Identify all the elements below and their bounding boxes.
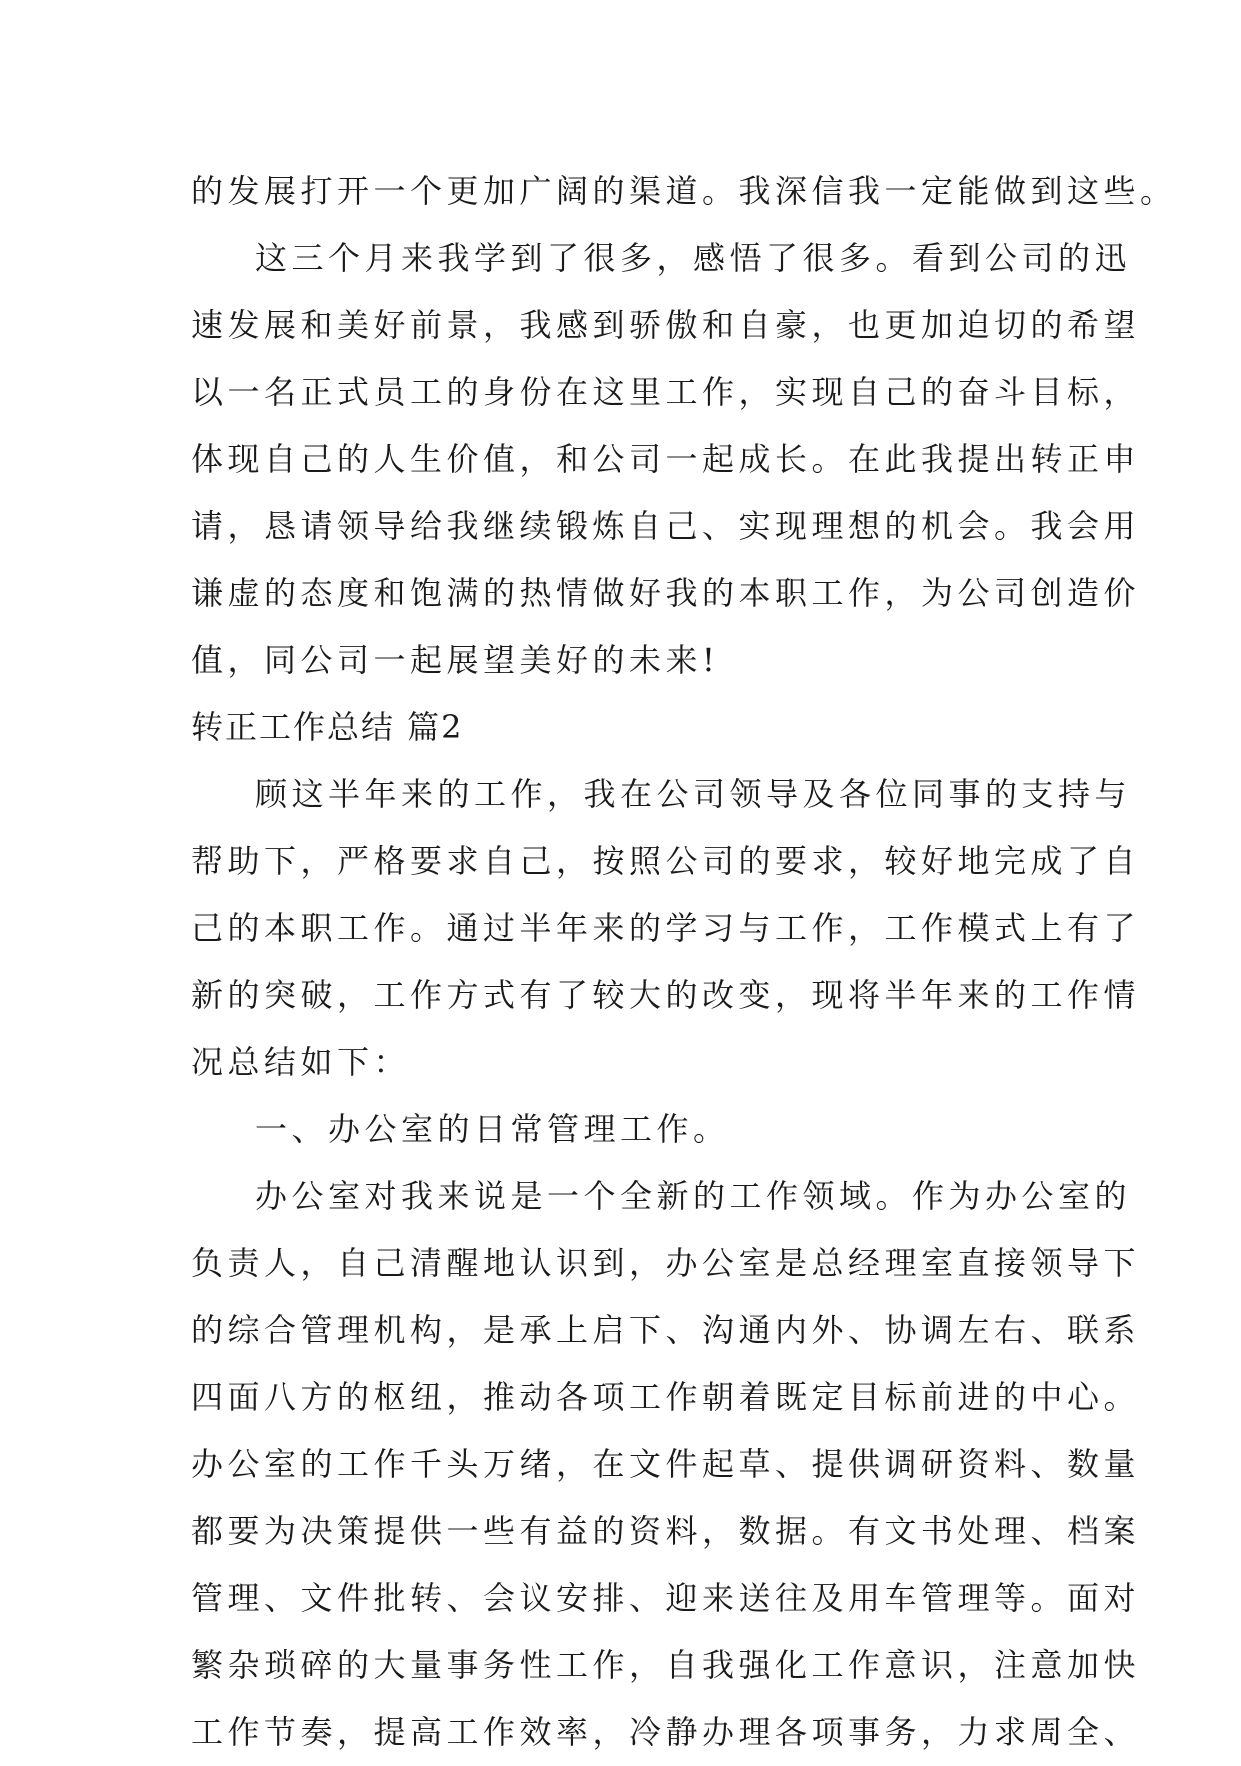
text-line: 值，同公司一起展望美好的未来! bbox=[191, 641, 720, 679]
text-line: 都要为决策提供一些有益的资料，数据。有文书处理、档案 bbox=[191, 1512, 1141, 1550]
text-line: 的综合管理机构，是承上启下、沟通内外、协调左右、联系 bbox=[191, 1311, 1141, 1349]
text-line: 请，恳请领导给我继续锻炼自己、实现理想的机会。我会用 bbox=[191, 507, 1141, 545]
text-line: 四面八方的枢纽，推动各项工作朝着既定目标前进的中心。 bbox=[191, 1378, 1141, 1416]
text-line: 速发展和美好前景，我感到骄傲和自豪，也更加迫切的希望 bbox=[191, 306, 1141, 344]
text-line: 己的本职工作。通过半年来的学习与工作，工作模式上有了 bbox=[191, 909, 1141, 947]
text-line: 负责人，自己清醒地认识到，办公室是总经理室直接领导下 bbox=[191, 1244, 1141, 1282]
text-line: 办公室的工作千头万绪，在文件起草、提供调研资料、数量 bbox=[191, 1445, 1141, 1483]
text-line: 工作节奏，提高工作效率，冷静办理各项事务，力求周全、 bbox=[191, 1713, 1141, 1751]
text-line: 繁杂琐碎的大量事务性工作，自我强化工作意识，注意加快 bbox=[191, 1646, 1141, 1684]
text-line: 顾这半年来的工作，我在公司领导及各位同事的支持与 bbox=[255, 775, 1132, 813]
text-line: 的发展打开一个更加广阔的渠道。我深信我一定能做到这些。 bbox=[191, 172, 1177, 210]
text-line: 谦虚的态度和饱满的热情做好我的本职工作，为公司创造价 bbox=[191, 574, 1141, 612]
text-line: 办公室对我来说是一个全新的工作领域。作为办公室的 bbox=[255, 1177, 1132, 1215]
text-line: 这三个月来我学到了很多，感悟了很多。看到公司的迅 bbox=[255, 239, 1132, 277]
text-line: 帮助下，严格要求自己，按照公司的要求，较好地完成了自 bbox=[191, 842, 1141, 880]
text-line: 管理、文件批转、会议安排、迎来送往及用车管理等。面对 bbox=[191, 1579, 1141, 1617]
text-line: 以一名正式员工的身份在这里工作，实现自己的奋斗目标， bbox=[191, 373, 1141, 411]
text-line: 况总结如下： bbox=[191, 1043, 411, 1081]
document-body bbox=[191, 158, 1177, 1766]
text-line: 新的突破，工作方式有了较大的改变，现将半年来的工作情 bbox=[191, 976, 1141, 1014]
text-line: 体现自己的人生价值，和公司一起成长。在此我提出转正申 bbox=[191, 440, 1141, 478]
section-heading: 转正工作总结 篇2 bbox=[191, 708, 464, 746]
text-line: 一、办公室的日常管理工作。 bbox=[255, 1110, 730, 1148]
